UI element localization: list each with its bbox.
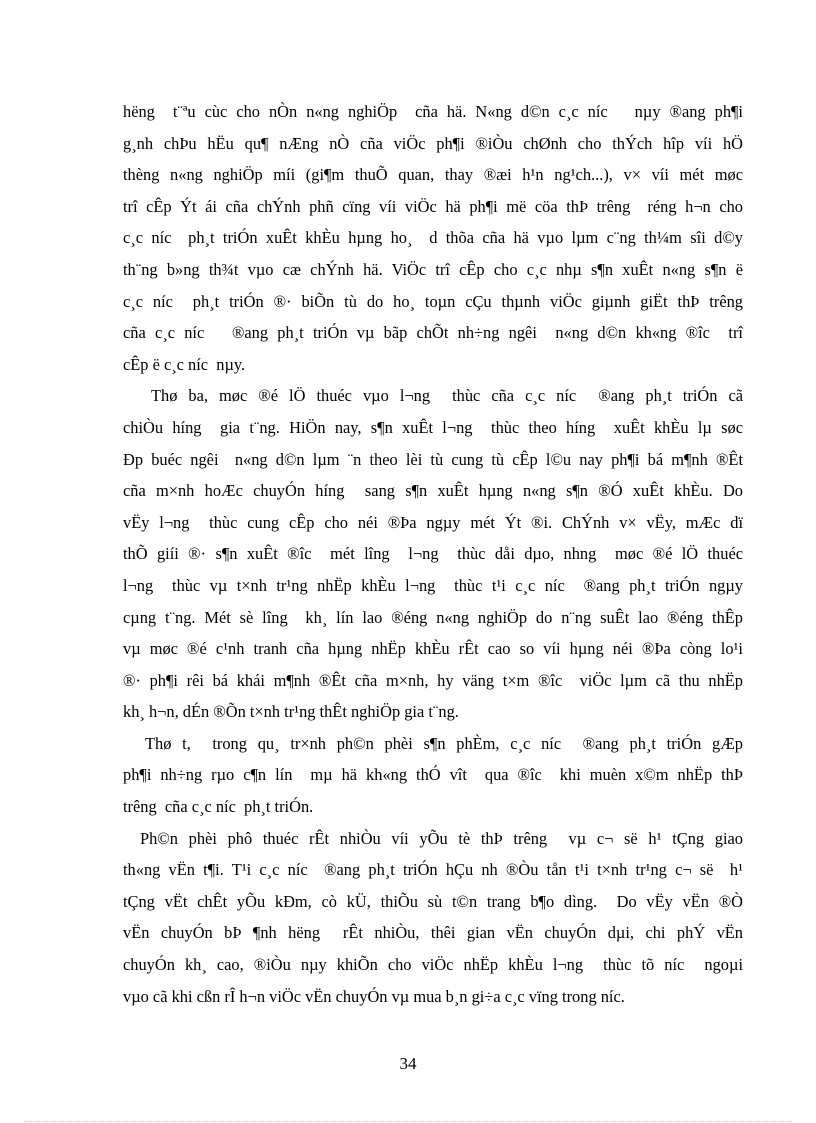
text-line: trî cÊp Ýt ái cña chÝnh phñ cïng víi viÖc hä ph¶i më cöa thÞ trêng réng h¬n cho <box>123 196 743 216</box>
text-line: vËy l¬ng thùc cung cÊp cho néi ®Þa ngµy mét Ýt ®i. ChÝnh v× vËy, mÆc dï <box>123 512 743 532</box>
text-line: ph¶i nh÷ng rµo c¶n lín mµ hä kh«ng thÓ vît qua ®îc khi muèn x©m nhËp thÞ <box>123 765 743 785</box>
body-text <box>123 96 743 1012</box>
text-line: g¸nh chÞu hËu qu¶ nÆng nÒ cña viÖc ph¶i ®iÒu chØnh cho thÝch hîp víi hÖ <box>123 133 743 153</box>
text-line: chiÒu híng gia t¨ng. HiÖn nay, s¶n xuÊt l¬ng thùc theo híng xuÊt khÈu lµ søc <box>123 417 743 437</box>
text-line: vµ møc ®é c¹nh tranh cña hµng nhËp khÈu rÊt cao so víi hµng néi ®Þa còng lo¹i <box>123 639 743 659</box>
text-line: Ph©n phèi phô thuéc rÊt nhiÒu víi yÕu tè thÞ trêng vµ c¬ së h¹ tÇng giao <box>140 828 743 848</box>
text-line: cña c¸c níc ®ang ph¸t triÓn vµ bãp chÕt nh÷ng ngêi n«ng d©n kh«ng ®îc trî <box>123 323 743 343</box>
text-line: thèng n«ng nghiÖp míi (gi¶m thuÕ quan, thay ®æi h¹n ng¹ch...), v× víi mét møc <box>123 165 743 185</box>
text-line: tÇng vËt chÊt yÕu kÐm, cò kÜ, thiÕu sù t©n trang b¶o dìng. Do vËy vËn ®Ò <box>123 891 743 911</box>
text-line: ®· ph¶i rêi bá khái m¶nh ®Êt cña m×nh, hy väng t×m ®îc viÖc lµm cã thu nhËp <box>123 670 743 690</box>
text-line: thÕ giíi ®· s¶n xuÊt ®îc mét lîng l¬ng thùc dåi dµo, nhng møc ®é lÖ thuéc <box>123 544 743 564</box>
page-number: 34 <box>399 1054 417 1073</box>
text-line: cÊp ë c¸c níc nµy. <box>123 354 246 374</box>
text-line: th¨ng b»ng th¾t vµo cæ chÝnh hä. ViÖc trî cÊp cho c¸c nhµ s¶n xuÊt n«ng s¶n ë <box>123 259 743 279</box>
text-line: trêng cña c¸c níc ph¸t triÓn. <box>123 797 314 817</box>
text-line: c¸c níc ph¸t triÓn ®· biÕn tù do ho¸ toµn cÇu thµnh viÖc giµnh giËt thÞ trêng <box>123 291 743 311</box>
text-line: vµo cã khi cßn rÎ h¬n viÖc vËn chuyÓn vµ mua b¸n gi÷a c¸c vïng trong níc. <box>123 986 625 1006</box>
text-line: Thø t, trong qu¸ tr×nh ph©n phèi s¶n phÈm, c¸c níc ®ang ph¸t triÓn gÆp <box>145 733 743 753</box>
text-line: cña m×nh hoÆc chuyÓn híng sang s¶n xuÊt hµng n«ng s¶n ®Ó xuÊt khÈu. Do <box>123 481 743 501</box>
text-line: chuyÓn kh¸ cao, ®iÒu nµy khiÕn cho viÖc nhËp khÈu l¬ng thùc tõ níc ngoµi <box>123 955 743 975</box>
text-line: kh¸ h¬n, dÉn ®Õn t×nh tr¹ng thÊt nghiÖp gia t¨ng. <box>123 702 459 722</box>
text-line: Ðp buéc ngêi n«ng d©n lµm ¨n theo lèi tù cung tù cÊp l©u nay ph¶i bá m¶nh ®Êt <box>123 449 743 469</box>
text-line: Thø ba, møc ®é lÖ thuéc vµo l¬ng thùc cña c¸c níc ®ang ph¸t triÓn cã <box>151 386 743 406</box>
text-line: l¬ng thùc vµ t×nh tr¹ng nhËp khÈu l¬ng thùc t¹i c¸c níc ®ang ph¸t triÓn ngµy <box>123 575 743 595</box>
page-bottom-divider <box>24 1121 792 1122</box>
text-line: cµng t¨ng. Mét sè lîng kh¸ lín lao ®éng n«ng nghiÖp do n¨ng suÊt lao ®éng thÊp <box>123 607 743 627</box>
text-line: hëng t¨ªu cùc cho nÒn n«ng nghiÖp cña hä. N«ng d©n c¸c níc nµy ®ang ph¶i <box>123 102 743 121</box>
text-line: vËn chuyÓn bÞ ¶nh hëng rÊt nhiÒu, thêi gian vËn chuyÓn dµi, chi phÝ vËn <box>123 923 743 943</box>
text-line: c¸c níc ph¸t triÓn xuÊt khÈu hµng ho¸ d thõa cña hä vµo lµm c¨ng th¼m sîi d©y <box>123 228 743 248</box>
text-line: th«ng vËn t¶i. T¹i c¸c níc ®ang ph¸t triÓn hÇu nh ®Òu tån t¹i t×nh tr¹ng c¬ së h¹ <box>123 860 743 880</box>
